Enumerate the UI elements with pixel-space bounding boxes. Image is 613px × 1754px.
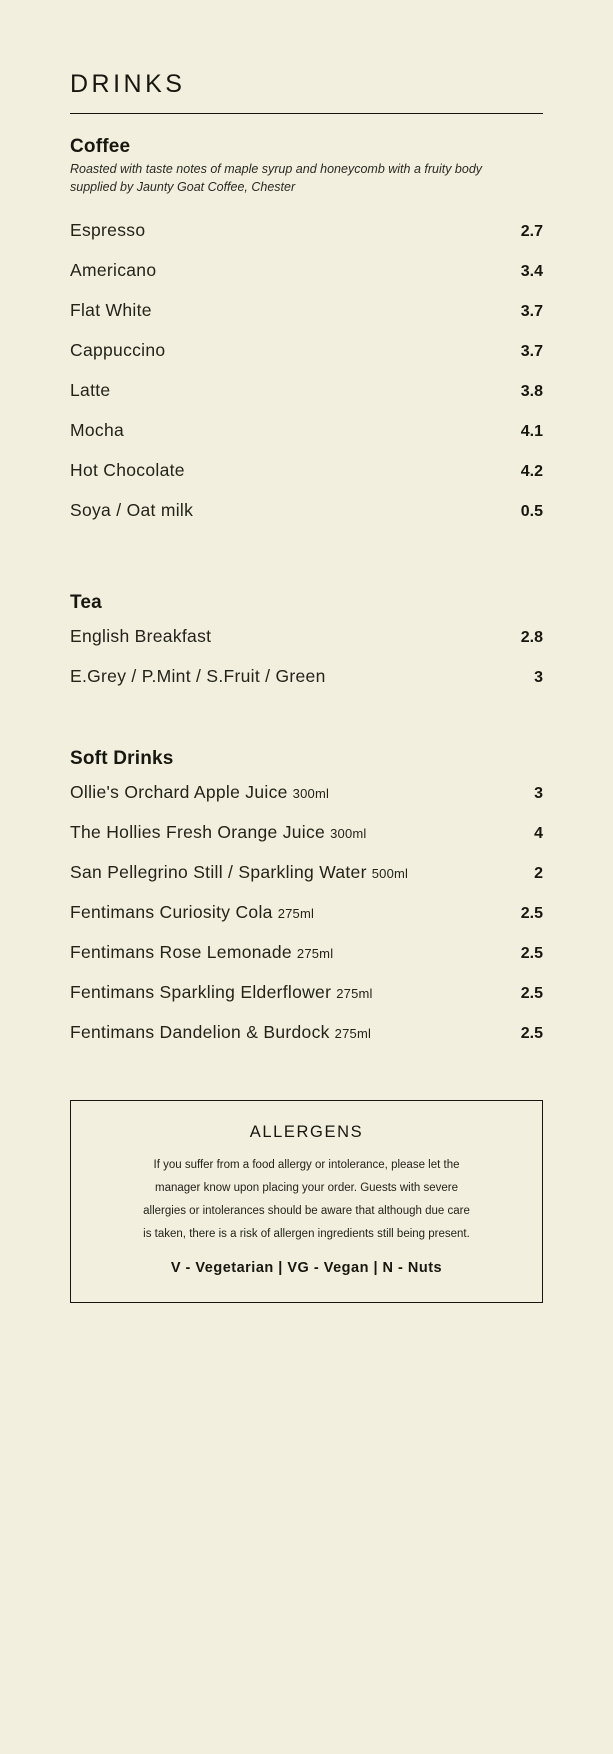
list-item bbox=[70, 932, 543, 972]
section-heading: Tea bbox=[70, 592, 102, 614]
list-item bbox=[70, 772, 543, 812]
item-price: 3.7 bbox=[520, 302, 543, 320]
list-item bbox=[70, 330, 543, 370]
item-list bbox=[70, 616, 543, 696]
item-name: Flat White bbox=[70, 299, 152, 320]
section-gap bbox=[70, 696, 543, 726]
item-price: 4 bbox=[534, 824, 543, 842]
item-price: 3 bbox=[534, 784, 543, 802]
item-name-wrap bbox=[70, 902, 314, 923]
section-description: Roasted with taste notes of maple syrup and honeycomb with a fruity body supplied by Jaunty Goat Coffee, Chester bbox=[70, 162, 483, 195]
item-name-wrap bbox=[70, 862, 408, 883]
list-item bbox=[70, 410, 543, 450]
item-name: Soya / Oat milk bbox=[70, 499, 194, 520]
list-item bbox=[70, 812, 543, 852]
item-name-wrap bbox=[70, 822, 367, 843]
item-name: E.Grey / P.Mint / S.Fruit / Green bbox=[70, 665, 326, 686]
list-item bbox=[70, 250, 543, 290]
list-item bbox=[70, 852, 543, 892]
item-price: 2.5 bbox=[520, 904, 543, 922]
section-tea bbox=[70, 592, 543, 696]
item-volume: 300ml bbox=[330, 825, 367, 841]
item-list bbox=[70, 772, 543, 1052]
item-volume: 275ml bbox=[296, 945, 334, 961]
item-name: Latte bbox=[70, 379, 111, 400]
allergens-line-3: allergies or intolerances should be aware that although due care bbox=[143, 1205, 470, 1218]
item-price: 3 bbox=[534, 668, 543, 686]
item-price: 3.8 bbox=[520, 382, 543, 400]
list-item bbox=[70, 210, 543, 250]
item-name: Espresso bbox=[70, 219, 146, 240]
item-name: Hot Chocolate bbox=[70, 459, 185, 480]
section-heading: Coffee bbox=[70, 136, 131, 157]
list-item bbox=[70, 370, 543, 410]
item-price: 3.7 bbox=[520, 342, 543, 360]
item-price: 4.2 bbox=[520, 462, 543, 480]
allergens-line-2: manager know upon placing your order. Guests with severe bbox=[155, 1182, 458, 1195]
allergens-body bbox=[89, 1154, 524, 1246]
page-title: DRINKS bbox=[70, 70, 186, 98]
item-volume: 275ml bbox=[277, 905, 315, 921]
item-price: 2.5 bbox=[520, 944, 543, 962]
item-name: Fentimans Rose Lemonade bbox=[70, 941, 292, 962]
list-item bbox=[70, 892, 543, 932]
item-name-wrap bbox=[70, 942, 333, 963]
list-item bbox=[70, 972, 543, 1012]
item-volume: 275ml bbox=[334, 1025, 372, 1041]
allergens-key: V - Vegetarian | VG - Vegan | N - Nuts bbox=[170, 1260, 443, 1277]
item-name: Americano bbox=[70, 259, 157, 280]
item-price: 0.5 bbox=[520, 502, 543, 520]
title-divider bbox=[70, 113, 543, 114]
section-heading: Soft Drinks bbox=[70, 748, 174, 770]
allergens-line-4: is taken, there is a risk of allergen ingredients still being present. bbox=[143, 1228, 470, 1241]
list-item bbox=[70, 616, 543, 656]
item-volume: 300ml bbox=[292, 785, 330, 801]
item-volume: 500ml bbox=[371, 865, 409, 881]
section-soft-drinks bbox=[70, 748, 543, 1052]
section-gap bbox=[70, 530, 543, 570]
list-item bbox=[70, 656, 543, 696]
item-name: Fentimans Sparkling Elderflower bbox=[70, 981, 332, 1002]
item-price: 2.7 bbox=[520, 222, 543, 240]
item-price: 2.8 bbox=[520, 628, 543, 646]
allergens-line-1: If you suffer from a food allergy or intolerance, please let the bbox=[153, 1159, 460, 1172]
item-price: 3.4 bbox=[520, 262, 543, 280]
section-coffee bbox=[70, 136, 543, 530]
list-item bbox=[70, 1012, 543, 1052]
item-volume: 275ml bbox=[336, 985, 373, 1001]
list-item bbox=[70, 450, 543, 490]
item-name: Cappuccino bbox=[70, 339, 166, 360]
item-name-wrap bbox=[70, 1022, 371, 1043]
item-price: 2.5 bbox=[520, 984, 543, 1002]
allergens-box bbox=[70, 1100, 543, 1303]
item-name-wrap bbox=[70, 782, 329, 803]
item-list bbox=[70, 210, 543, 530]
item-name: Mocha bbox=[70, 419, 125, 440]
item-name: English Breakfast bbox=[70, 625, 212, 646]
item-price: 4.1 bbox=[520, 422, 543, 440]
list-item bbox=[70, 490, 543, 530]
item-name: The Hollies Fresh Orange Juice bbox=[70, 821, 326, 842]
item-price: 2 bbox=[534, 864, 543, 882]
item-name: Fentimans Dandelion & Burdock bbox=[70, 1021, 330, 1042]
item-name-wrap bbox=[70, 982, 373, 1003]
allergens-title: ALLERGENS bbox=[249, 1123, 364, 1142]
list-item bbox=[70, 290, 543, 330]
item-name: San Pellegrino Still / Sparkling Water bbox=[70, 861, 367, 882]
item-name: Fentimans Curiosity Cola bbox=[70, 901, 273, 922]
item-name: Ollie's Orchard Apple Juice bbox=[70, 781, 288, 802]
item-price: 2.5 bbox=[520, 1024, 543, 1042]
